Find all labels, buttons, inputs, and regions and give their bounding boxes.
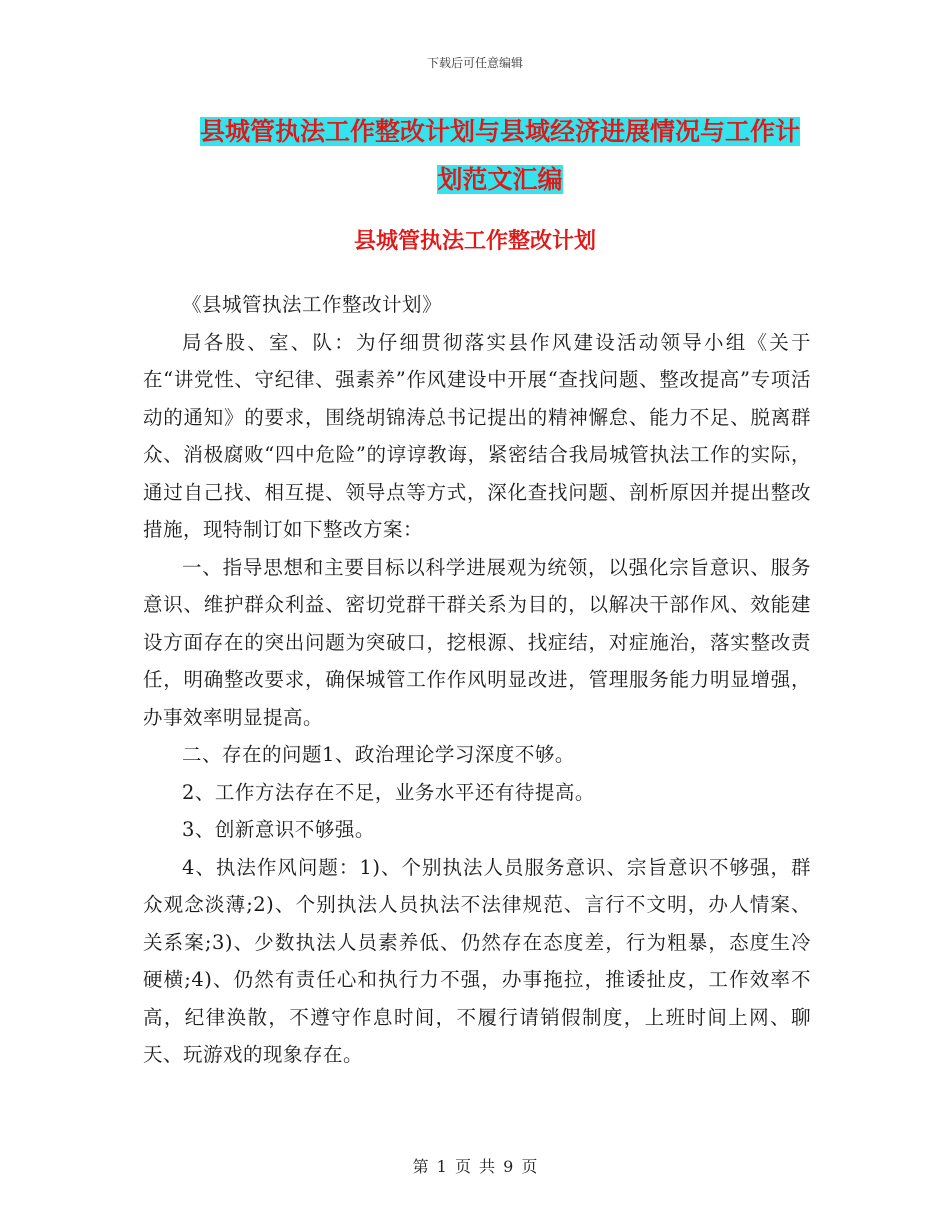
- paragraph: 《县城管执法工作整改计划》: [182, 293, 443, 316]
- paragraph: 3、创新意识不够强。: [182, 818, 375, 841]
- paragraph: 4、执法作风问题：1)、个别执法人员服务意识、宗旨意识不够强，群众观念淡薄;2)、个别执法人员执法不法律规范、言行不文明，办人情案、关系案;3)、少数执法人员素养低、仍然存在态度差，行为粗暴，态度生冷硬横;4)、仍然有责任心和执行力不强，办事拖拉，推诿扯皮，工作效率不高，纪律涣散，不遵守作息时间，不履行请销假制度，上班时间上网、聊天、玩游戏的现象存在。: [143, 855, 811, 1066]
- paragraph: 一、指导思想和主要目标以科学进展观为统领，以强化宗旨意识、服务意识、维护群众利益、密切党群干群关系为目的，以解决干部作风、效能建设方面存在的突出问题为突破口，挖根源、找症结，对症施治，落实整改责任，明确整改要求，确保城管工作作风明显改进，管理服务能力明显增强，办事效率明显提高。: [143, 555, 811, 729]
- paragraph: 局各股、室、队：为仔细贯彻落实县作风建设活动领导小组《关于在“讲党性、守纪律、强素养”作风建设中开展“查找问题、整改提高”专项活动的通知》的要求，围绕胡锦涛总书记提出的精神懈怠、能力不足、脱离群众、消极腐败“四中危险”的谆谆教诲，紧密结合我局城管执法工作的实际，通过自己找、相互提、领导点等方式，深化查找问题、剖析原因并提出整改措施，现特制订如下整改方案：: [143, 330, 811, 541]
- body-text: [143, 286, 811, 1074]
- header-note: 下载后可任意编辑: [426, 56, 523, 70]
- section-title: 县城管执法工作整改计划: [353, 229, 596, 254]
- document-title: [190, 108, 810, 204]
- page-number-footer: 第 1 页 共 9 页: [412, 1157, 538, 1176]
- document-title-text: 县城管执法工作整改计划与县域经济进展情况与工作计划范文汇编: [199, 117, 800, 194]
- paragraph: 二、存在的问题1、政治理论学习深度不够。: [182, 743, 575, 766]
- paragraph: 2、工作方法存在不足，业务水平还有待提高。: [182, 780, 595, 804]
